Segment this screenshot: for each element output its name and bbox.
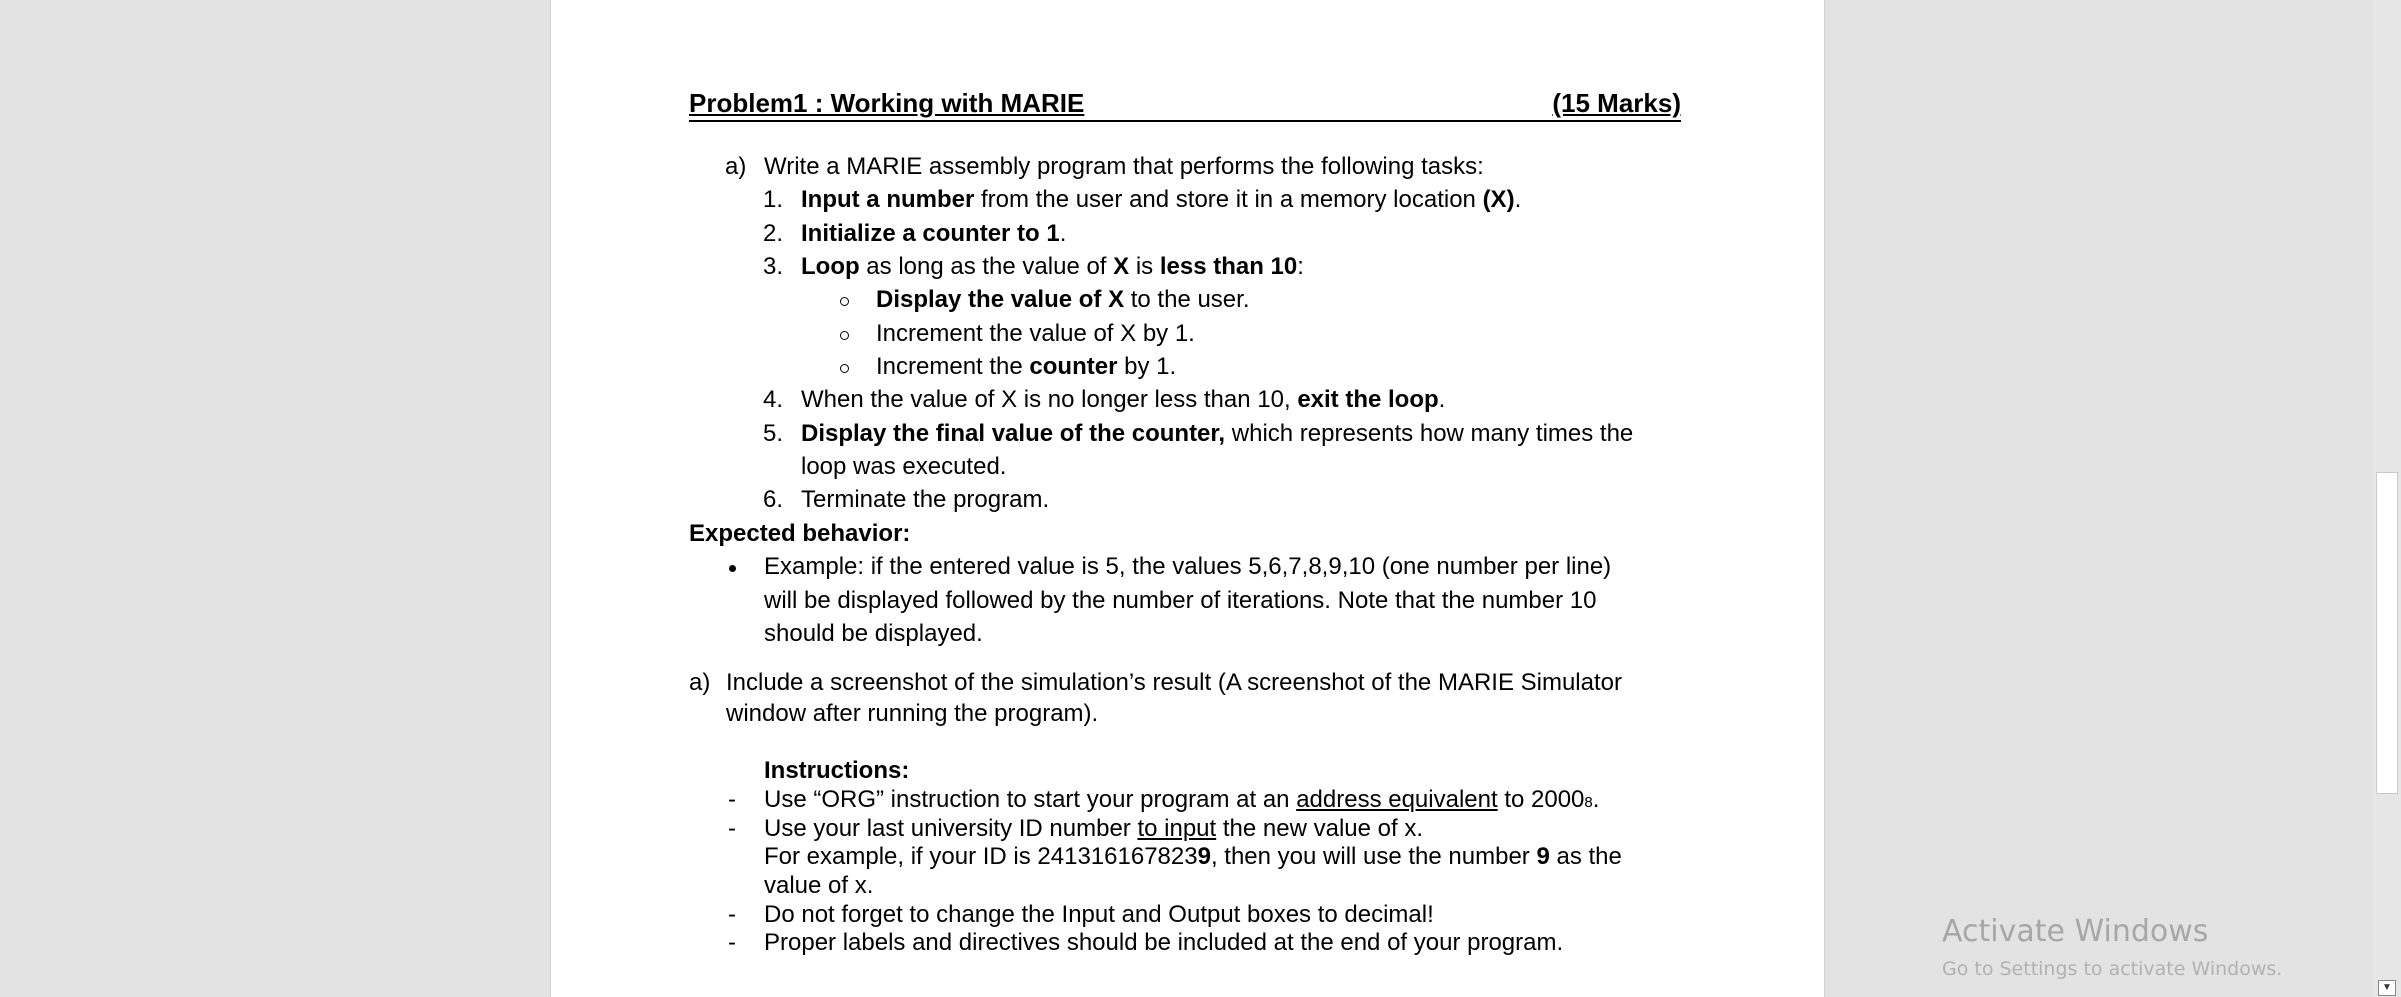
expected-line-1: Example: if the entered value is 5, the values 5,6,7,8,9,10 (one number per line) (764, 553, 1612, 580)
instruction-2-dash: - (728, 815, 736, 842)
scrollbar-thumb[interactable] (2376, 472, 2398, 794)
step-4-number: 4. (763, 386, 784, 413)
sub-bullet-2 (840, 331, 849, 340)
problem-marks: (15 Marks) (1552, 88, 1681, 118)
instruction-1: Use “ORG” instruction to start your program at an address equivalent to 20008. (764, 786, 1600, 813)
expected-heading: Expected behavior: (689, 520, 911, 547)
instruction-4: Proper labels and directives should be included at the end of your program. (764, 929, 1564, 956)
instruction-1-dash: - (728, 786, 736, 813)
instruction-2-example: For example, if your ID is 2413161678239, then you will use the number 9 as the (764, 843, 1622, 870)
step-3-text: Loop as long as the value of X is less than 10: (801, 253, 1304, 280)
instruction-2-example-cont: value of x. (764, 872, 874, 899)
step-5-text-cont: loop was executed. (801, 453, 1007, 480)
part-b-line-1: Include a screenshot of the simulation’s result (A screenshot of the MARIE Simulator (726, 669, 1622, 696)
sub-bullet-1 (840, 297, 849, 306)
step-3-number: 3. (763, 253, 784, 280)
problem-title-row (689, 88, 1681, 122)
sub-bullet-3 (840, 364, 849, 373)
instruction-4-dash: - (728, 929, 736, 956)
substep-2-text: Increment the value of X by 1. (876, 320, 1195, 347)
substep-1-text: Display the value of X to the user. (876, 286, 1250, 313)
step-5-text: Display the final value of the counter, which represents how many times the (801, 420, 1634, 447)
part-b-marker: a) (689, 669, 711, 696)
step-6-text: Terminate the program. (801, 486, 1050, 513)
activate-windows-title: Activate Windows (1942, 914, 2209, 949)
part-a-marker: a) (725, 153, 747, 180)
step-1-text: Input a number from the user and store it in a memory location (X). (801, 186, 1522, 213)
step-5-number: 5. (763, 420, 784, 447)
expected-line-2: will be displayed followed by the number of iterations. Note that the number 10 (764, 587, 1597, 614)
part-a-intro: Write a MARIE assembly program that performs the following tasks: (764, 153, 1484, 180)
expected-bullet (729, 565, 736, 572)
scroll-down-arrow-icon[interactable]: ▼ (2378, 980, 2396, 996)
step-1-number: 1. (763, 186, 784, 213)
step-2-number: 2. (763, 220, 784, 247)
step-6-number: 6. (763, 486, 784, 513)
activate-windows-subtitle: Go to Settings to activate Windows. (1942, 958, 2283, 980)
step-4-text: When the value of X is no longer less than 10, exit the loop. (801, 386, 1446, 413)
part-b-line-2: window after running the program). (726, 700, 1099, 727)
instruction-3-dash: - (728, 901, 736, 928)
instruction-2: Use your last university ID number to input the new value of x. (764, 815, 1423, 842)
problem-title: Problem1 : Working with MARIE (689, 88, 1085, 118)
step-2-text: Initialize a counter to 1. (801, 220, 1067, 247)
substep-3-text: Increment the counter by 1. (876, 353, 1177, 380)
expected-line-3: should be displayed. (764, 620, 983, 647)
instruction-3: Do not forget to change the Input and Output boxes to decimal! (764, 901, 1434, 928)
instructions-heading: Instructions: (764, 757, 910, 784)
